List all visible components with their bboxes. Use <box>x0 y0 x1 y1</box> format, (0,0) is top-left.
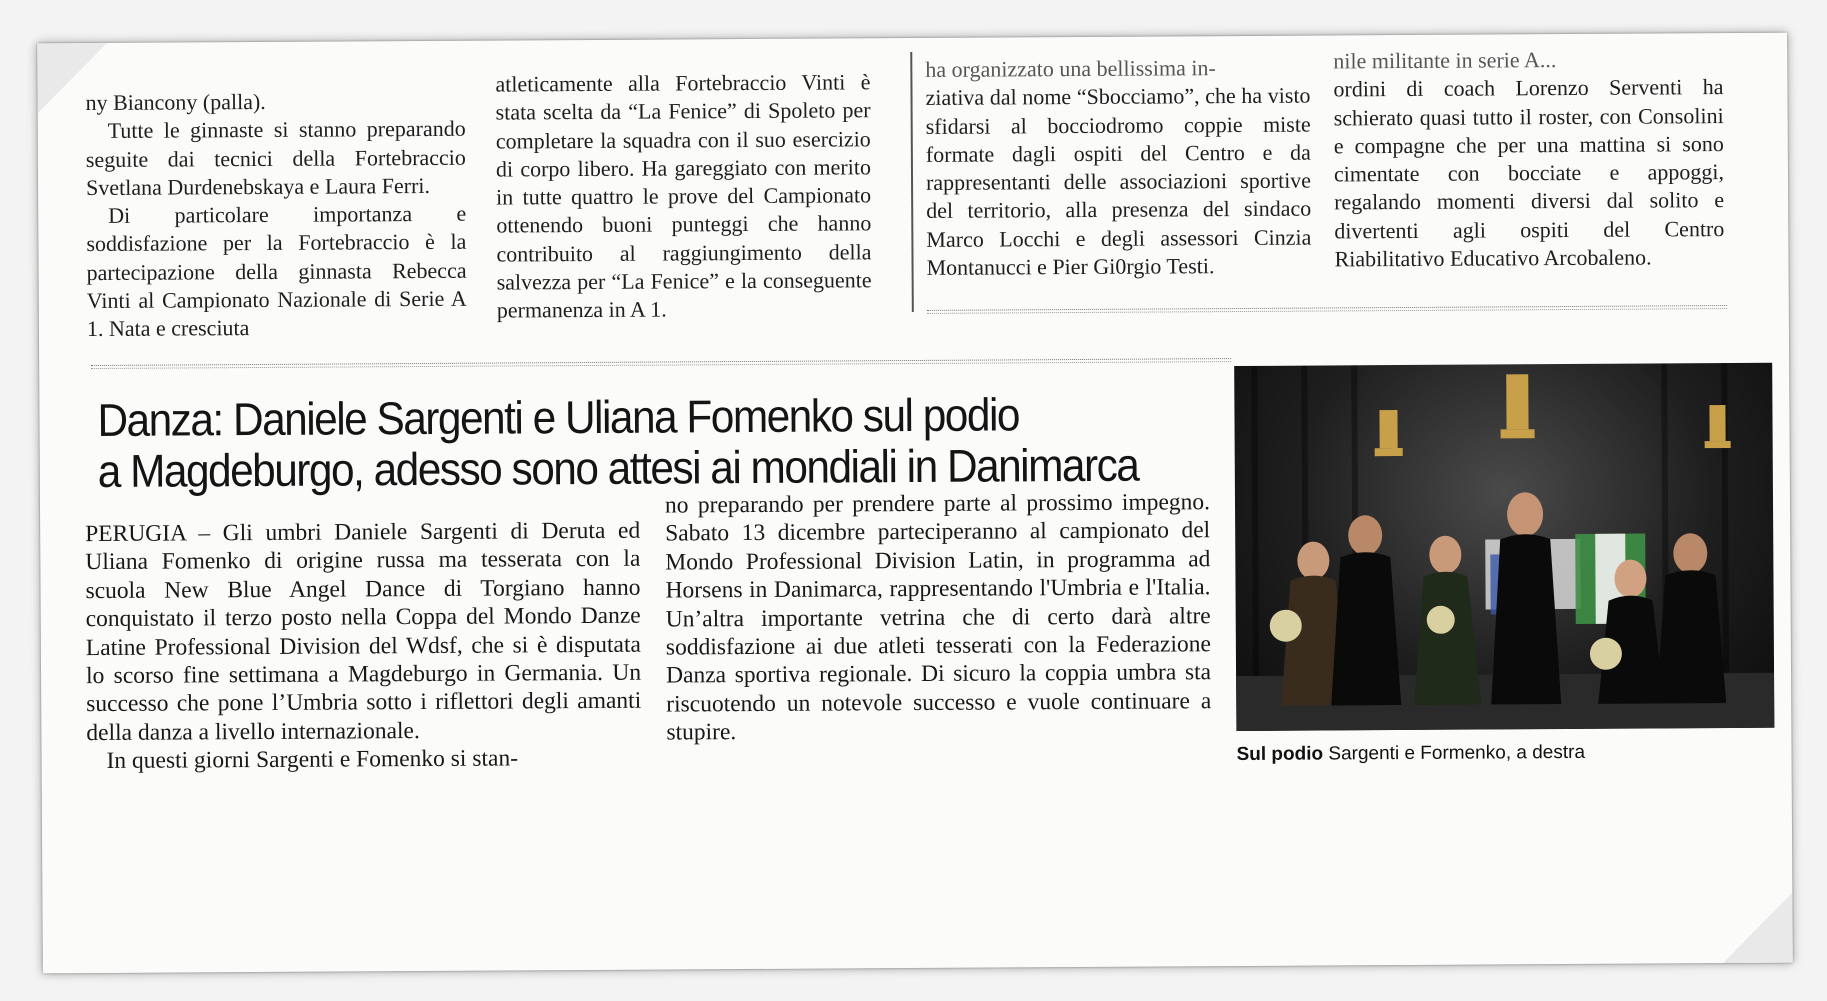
newspaper-clipping <box>37 33 1793 974</box>
top-col1-line0: ny Biancony (palla). <box>85 88 266 116</box>
column-divider <box>910 52 913 312</box>
top-col4-cut-line: nile militante in serie A... <box>1333 47 1557 74</box>
top-col3-text: ziativa dal nome “Sbocciamo”, che ha visto sfidarsi al bocciodromo coppie miste formate dagli ospiti del Centro e da rappresentanti delle associazioni sportive del territorio, alla presenza del sindaco Marco Locchi e degli assessori Cinzia Montanucci e Pier Gi0rgio Testi. <box>925 82 1312 281</box>
article-column-2 <box>665 488 1212 747</box>
top-col3-cut-line: ha organizzato una bellissima in- <box>925 55 1216 82</box>
top-divider-right <box>927 305 1727 314</box>
caption-text: Sargenti e Formenko, a destra <box>1323 741 1586 765</box>
article-col2-paragraph-1: no preparando per prendere parte al prossimo impegno. Sabato 13 dicembre parteciperanno al campionato del Mondo Professional Division Latin, in programma ad Horsens in Danimarca, rappresentando l'Umbria e l'Italia. Un’altra importante vetrina che di certo darà altre soddisfazione ai due atleti tesserati con la Federazione Danza sportiva regionale. Di sicuro la coppia umbra sta riscuotendo un notevole successo e vuole continuare a stupire. <box>664 489 1212 746</box>
top-column-1 <box>85 87 467 344</box>
article-col1-paragraph-2: In questi giorni Sargenti e Fomenko si stan- <box>106 745 519 775</box>
section-divider <box>91 358 1231 369</box>
photo-caption <box>1236 741 1774 766</box>
headline-line-1: Danza: Daniele Sargenti e Uliana Fomenko sul podio <box>97 388 1020 446</box>
top-col1-paragraph-1: Tutte le ginnaste si stanno preparando seguite dai tecnici della Fortebraccio Svetlana Durdenebskaya e Laura Ferri. <box>85 116 466 200</box>
top-col2-text: atleticamente alla Fortebraccio Vinti è stata scelta da “La Fenice” di Spoleto per completare la squadra con il suo esercizio di corpo libero. Ha gareggiato con merito in tutte quattro le prove del Campionato ottenendo buoni punteggi che hanno contribuito al raggiungimento della salvezza per “La Fenice” e la conseguente permanenza in A 1. <box>495 69 872 323</box>
top-column-3 <box>925 54 1311 283</box>
top-column-2 <box>495 68 872 325</box>
caption-bold-label: Sul podio <box>1236 743 1324 766</box>
top-col1-paragraph-2: Di particolare importanza e soddisfazione per la Fortebraccio è la partecipazione della ginnasta Rebecca Vinti al Campionato Nazionale di Serie A 1. Nata e cresciuta <box>86 200 467 342</box>
headline-line-2: a Magdeburgo, adesso sono attesi ai mondiali in Danimarca <box>97 438 1139 497</box>
article-col1-paragraph-1: PERUGIA – Gli umbri Daniele Sargenti di Deruta ed Uliana Fomenko di origine russa ma tesserata con la scuola New Blue Angel Dance di Torgiano hanno conquistato il terzo posto nella Coppa del Mondo Danze Latine Professional Division del Wdsf, che si è disputata lo scorso fine settimana a Magdeburgo in Germania. Un successo che pone l’Umbria sotto i riflettori degli amanti della danza a livello internazionale. <box>85 517 642 746</box>
podium-photo <box>1234 363 1774 731</box>
top-column-4 <box>1333 45 1724 274</box>
top-col4-text: ordini di coach Lorenzo Serventi ha schierato quasi tutto il roster, con Consolini e compagne che per una mattina si sono cimentate con bocciate e appoggi, regalando momenti diversi dal solito e divertenti agli ospiti del Centro Riabilitativo Educativo Arcobaleno. <box>1333 74 1725 272</box>
article-headline <box>97 388 1174 497</box>
folded-corner-bottom-right <box>1722 893 1792 963</box>
article-column-1 <box>85 517 642 776</box>
